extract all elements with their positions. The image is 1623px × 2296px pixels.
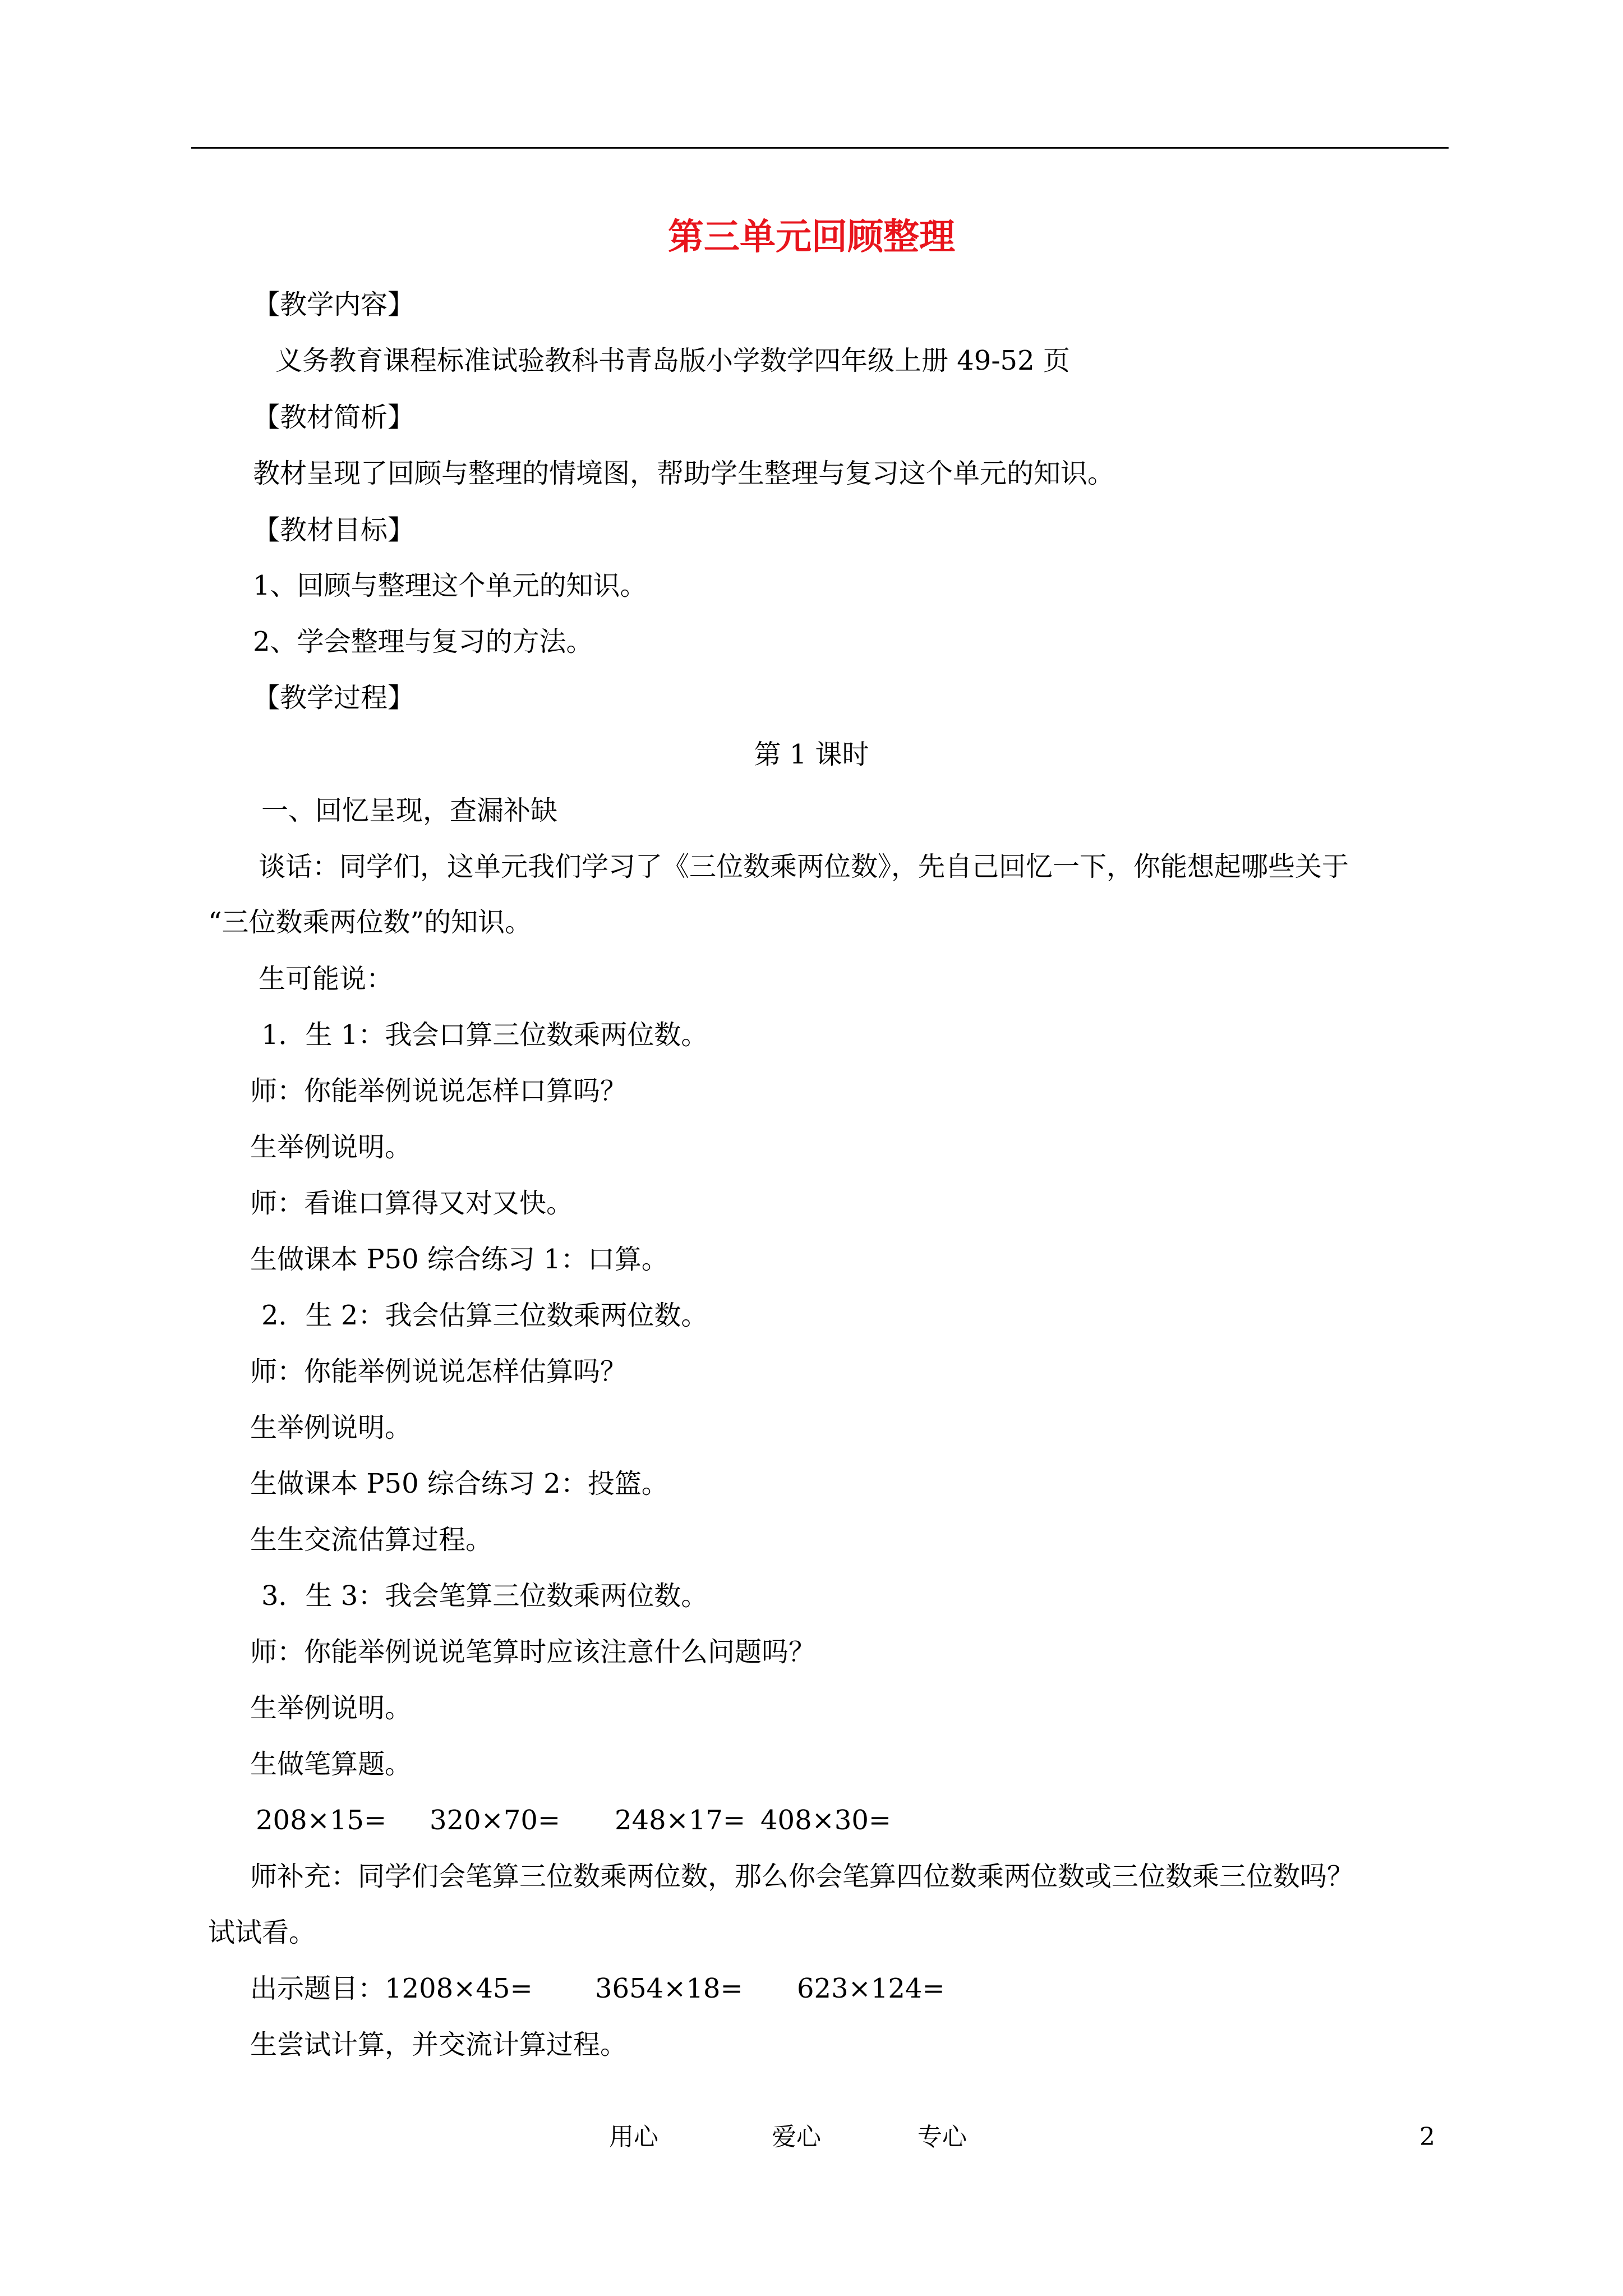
extra-problem: 3654×18= bbox=[595, 1973, 743, 2004]
student-2-statement: 2．生 2：我会估算三位数乘两位数。 bbox=[261, 1300, 708, 1331]
calc-item: 320×70= bbox=[430, 1805, 561, 1836]
student-example-3: 生举例说明。 bbox=[250, 1692, 412, 1724]
exercise-written-calc: 生做笔算题。 bbox=[250, 1749, 412, 1780]
lesson-number: 第 1 课时 bbox=[754, 739, 869, 770]
student-1-statement: 1．生 1：我会口算三位数乘两位数。 bbox=[261, 1019, 708, 1051]
footer-motto-1: 用心 bbox=[609, 2123, 658, 2151]
heading-teaching-process: 【教学过程】 bbox=[253, 682, 415, 714]
teacher-supplement: 师补充：同学们会笔算三位数乘两位数，那么你会笔算四位数乘两位数或三位数乘三位数吗？ bbox=[250, 1861, 1354, 1892]
footer-motto-2: 爱心 bbox=[772, 2123, 821, 2151]
teacher-remark-speed: 师：看谁口算得又对又快。 bbox=[250, 1188, 574, 1219]
textbook-reference: 义务教育课程标准试验教科书青岛版小学数学四年级上册 49-52 页 bbox=[275, 345, 1070, 376]
heading-teaching-content: 【教学内容】 bbox=[253, 289, 415, 320]
extra-problems-row bbox=[0, 1969, 1623, 2008]
student-example-2: 生举例说明。 bbox=[250, 1412, 412, 1443]
section-heading-recall: 一、回忆呈现，查漏补缺 bbox=[261, 795, 558, 826]
goal-1: 1、回顾与整理这个单元的知识。 bbox=[253, 570, 647, 601]
extra-problem: 623×124= bbox=[797, 1973, 945, 2004]
teacher-question-written: 师：你能举例说说笔算时应该注意什么问题吗？ bbox=[250, 1636, 816, 1668]
heading-material-analysis: 【教材简析】 bbox=[253, 402, 415, 433]
extra-problem: 出示题目：1208×45= bbox=[250, 1973, 533, 2004]
goal-2: 2、学会整理与复习的方法。 bbox=[253, 626, 593, 657]
page-number: 2 bbox=[1419, 2123, 1435, 2151]
teacher-question-mental: 师：你能举例说说怎样口算吗？ bbox=[250, 1075, 628, 1107]
student-3-statement: 3．生 3：我会笔算三位数乘两位数。 bbox=[261, 1580, 708, 1612]
paragraph-talk-continued: “三位数乘两位数”的知识。 bbox=[208, 907, 532, 938]
students-try-calculation: 生尝试计算，并交流计算过程。 bbox=[250, 2029, 628, 2060]
material-analysis-text: 教材呈现了回顾与整理的情境图，帮助学生整理与复习这个单元的知识。 bbox=[253, 458, 1115, 489]
header-rule bbox=[191, 147, 1449, 149]
calc-item: 408×30= bbox=[760, 1805, 892, 1836]
calculation-row bbox=[0, 1801, 1623, 1840]
exercise-basketball: 生做课本 P50 综合练习 2：投篮。 bbox=[250, 1468, 668, 1499]
page-title: 第三单元回顾整理 bbox=[668, 216, 955, 258]
footer-motto-3: 专心 bbox=[917, 2123, 967, 2151]
calc-item: 248×17= bbox=[615, 1805, 746, 1836]
students-exchange-estimation: 生生交流估算过程。 bbox=[250, 1524, 493, 1556]
students-may-say: 生可能说： bbox=[259, 963, 394, 995]
teacher-question-estimate: 师：你能举例说说怎样估算吗？ bbox=[250, 1356, 628, 1387]
calc-item: 208×15= bbox=[256, 1805, 387, 1836]
paragraph-talk: 谈话：同学们，这单元我们学习了《三位数乘两位数》，先自己回忆一下，你能想起哪些关于 bbox=[259, 851, 1349, 882]
teacher-supplement-continued: 试试看。 bbox=[208, 1917, 316, 1948]
student-example-1: 生举例说明。 bbox=[250, 1131, 412, 1163]
exercise-mental-math: 生做课本 P50 综合练习 1：口算。 bbox=[250, 1244, 668, 1275]
heading-material-goals: 【教材目标】 bbox=[253, 514, 415, 546]
